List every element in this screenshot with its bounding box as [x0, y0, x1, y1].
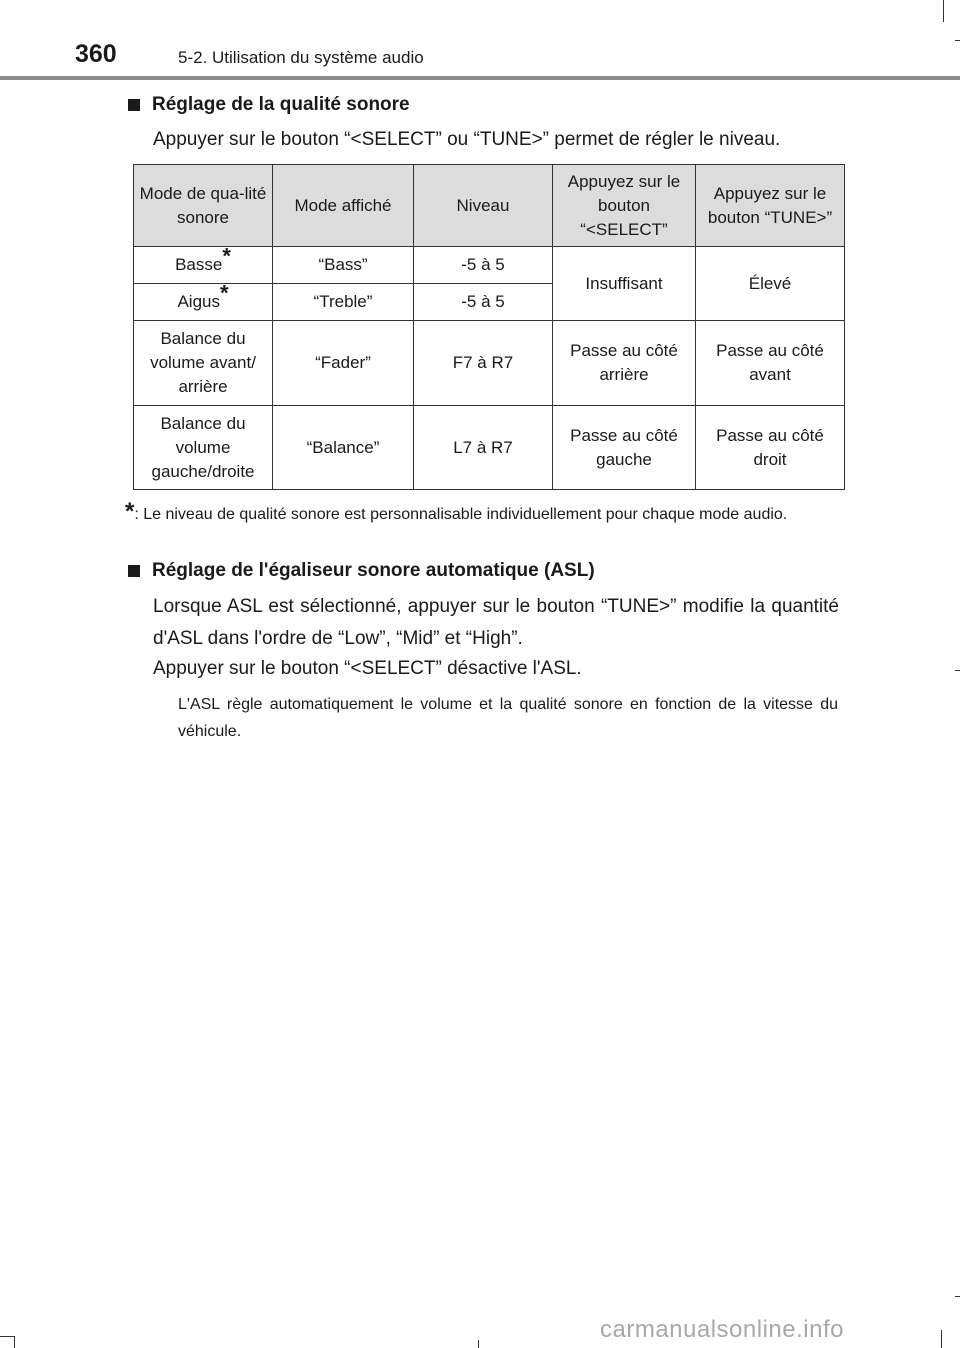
chapter-title: 5-2. Utilisation du système audio	[178, 48, 424, 67]
table-cell-mode	[134, 280, 273, 321]
asl-paragraph-1: Lorsque ASL est sélectionné, appuyer sur le bouton “TUNE>” modifie la quantité d'ASL dans l'ordre de “Low”, “Mid” et “High”.	[153, 596, 839, 649]
crop-mark-right-1	[955, 40, 960, 41]
header-divider	[0, 76, 960, 80]
section-heading-asl	[128, 560, 595, 582]
table-cell-tune-merged: Élevé	[696, 247, 845, 321]
table-header: Appuyez sur le bouton “TUNE>”	[696, 165, 845, 247]
table-header: Mode affiché	[273, 165, 414, 247]
table-row	[134, 247, 845, 284]
table-cell-tune: Passe au côté avant	[696, 321, 845, 406]
asl-paragraph-2: Appuyer sur le bouton “<SELECT” désactive l'ASL.	[153, 658, 582, 679]
asl-note: L'ASL règle automatiquement le volume et la qualité sonore en fonction de la vitesse du véhicule.	[178, 696, 838, 740]
section-heading-text: Réglage de la qualité sonore	[152, 94, 410, 115]
table-cell-select: Passe au côté arrière	[553, 321, 696, 406]
crop-mark-right-3	[955, 1296, 960, 1297]
table-cell-level: -5 à 5	[414, 247, 553, 284]
mode-text: Basse	[175, 255, 223, 274]
section-heading-sound-quality	[128, 94, 410, 116]
mode-text: Aigus	[177, 292, 220, 311]
table-cell-display: “Balance”	[273, 406, 414, 490]
table-cell-mode: Balance du volume gauche/droite	[134, 406, 273, 490]
page-number: 360	[75, 40, 117, 68]
crop-mark-bottom-mid	[478, 1340, 479, 1348]
table-row	[134, 321, 845, 406]
crop-mark-bottom-right	[941, 1330, 942, 1348]
table-cell-mode	[134, 243, 273, 284]
square-bullet-icon	[128, 565, 140, 577]
crop-mark-right-2	[955, 670, 960, 671]
table-footnote	[125, 500, 845, 527]
table-cell-select-merged: Insuffisant	[553, 247, 696, 321]
asterisk-marker: *	[222, 243, 231, 269]
crop-mark-bottom-left	[0, 1336, 14, 1337]
table-header-row	[134, 165, 845, 247]
crop-mark-bottom-left-v	[14, 1336, 15, 1348]
table-header: Mode de qua-lité sonore	[134, 165, 273, 247]
table-row	[134, 406, 845, 490]
table-cell-level: L7 à R7	[414, 406, 553, 490]
table-header: Niveau	[414, 165, 553, 247]
watermark: carmanualsonline.info	[600, 1316, 844, 1343]
footnote-text: : Le niveau de qualité sonore est personnalisable individuellement pour chaque mode audio.	[134, 506, 788, 523]
table-cell-select: Passe au côté gauche	[553, 406, 696, 490]
table-cell-level: F7 à R7	[414, 321, 553, 406]
footnote-asterisk: *	[125, 498, 135, 525]
asterisk-marker: *	[219, 280, 229, 306]
table-cell-display: “Treble”	[273, 284, 414, 321]
crop-mark-top-right	[943, 0, 944, 22]
table-cell-display: “Bass”	[273, 247, 414, 284]
table-header: Appuyez sur le bouton “<SELECT”	[553, 165, 696, 247]
section-heading-text: Réglage de l'égaliseur sonore automatique (ASL)	[152, 560, 595, 581]
table-cell-level: -5 à 5	[414, 284, 553, 321]
table-cell-tune: Passe au côté droit	[696, 406, 845, 490]
sound-quality-table	[133, 164, 845, 490]
table-cell-mode: Balance du volume avant/ arrière	[134, 321, 273, 406]
table-cell-display: “Fader”	[273, 321, 414, 406]
square-bullet-icon	[128, 99, 140, 111]
intro-paragraph: Appuyer sur le bouton “<SELECT” ou “TUNE>” permet de régler le niveau.	[153, 129, 781, 150]
